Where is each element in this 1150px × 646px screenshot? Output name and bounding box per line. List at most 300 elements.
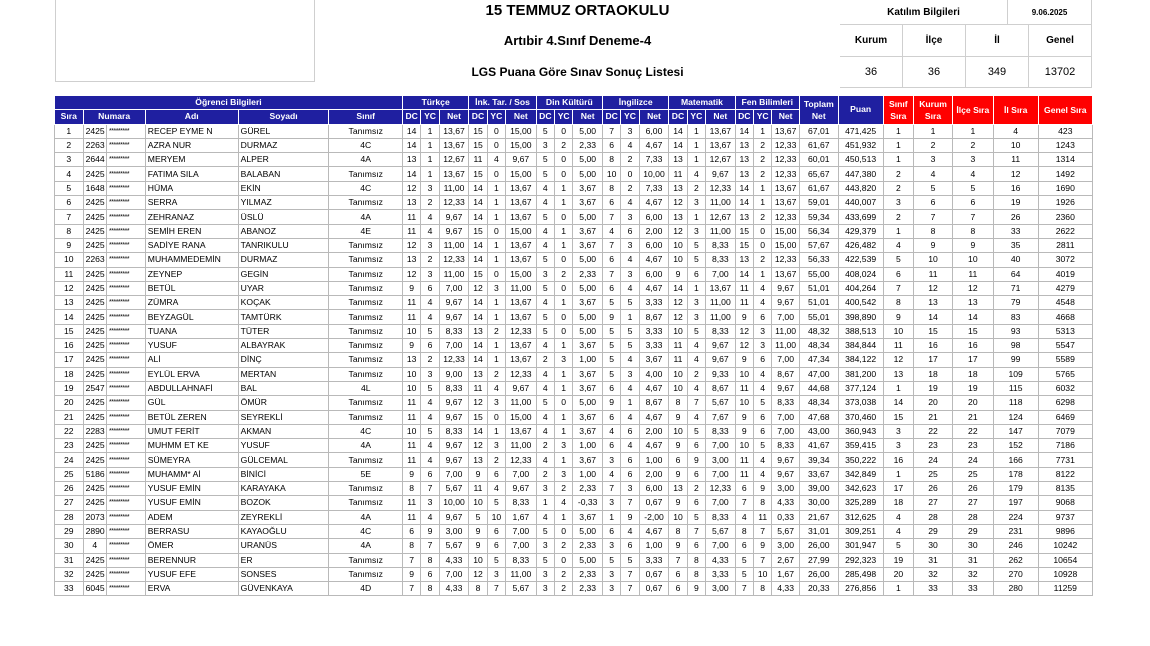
table-cell: 13,67 xyxy=(439,124,469,138)
table-cell: 5 xyxy=(735,553,753,567)
table-cell: 5 xyxy=(753,396,771,410)
table-cell: 1 xyxy=(883,138,914,152)
table-cell: 166 xyxy=(993,453,1038,467)
table-cell: 5 xyxy=(536,396,554,410)
table-cell: 4 xyxy=(536,510,554,524)
table-cell: 6 xyxy=(735,539,753,553)
table-cell: 25 xyxy=(952,467,993,481)
table-cell: 11 xyxy=(403,439,421,453)
table-cell: 10 xyxy=(669,367,687,381)
table-cell: 44,68 xyxy=(799,381,838,395)
table-cell: 15,00 xyxy=(506,267,537,281)
table-cell: 4 xyxy=(753,467,771,481)
table-row xyxy=(55,181,1093,195)
table-cell: 14 xyxy=(469,253,487,267)
table-cell: 4548 xyxy=(1038,296,1092,310)
table-cell: 3 xyxy=(555,353,573,367)
table-cell: 10 xyxy=(469,496,487,510)
table-cell: 11 xyxy=(403,296,421,310)
table-cell: 13,67 xyxy=(506,339,537,353)
table-cell: 12 xyxy=(403,238,421,252)
table-cell: 6,00 xyxy=(639,124,669,138)
table-cell: 1 xyxy=(487,353,505,367)
table-row xyxy=(55,196,1093,210)
table-cell: 6 xyxy=(602,439,620,453)
table-cell: ÖMÜR xyxy=(238,396,329,410)
table-cell: 14 xyxy=(403,138,421,152)
table-cell: 11259 xyxy=(1038,582,1092,596)
label-il: İl xyxy=(966,25,1029,57)
table-cell: Tanımsız xyxy=(329,167,403,181)
table-cell: 47,34 xyxy=(799,353,838,367)
table-cell: 6 xyxy=(621,539,639,553)
table-cell: 10 xyxy=(735,439,753,453)
table-cell: 11 xyxy=(469,482,487,496)
table-cell: 4 xyxy=(621,138,639,152)
table-cell: ********* xyxy=(107,267,146,281)
table-cell: 1 xyxy=(687,281,705,295)
table-cell: 124 xyxy=(993,410,1038,424)
table-cell: 16 xyxy=(952,339,993,353)
table-cell: 3 xyxy=(602,453,620,467)
table-cell: 9737 xyxy=(1038,510,1092,524)
table-cell: 4,33 xyxy=(439,553,469,567)
table-cell: 14 xyxy=(55,310,84,324)
table-cell: 11 xyxy=(403,510,421,524)
table-cell: 13 xyxy=(883,367,914,381)
table-cell: 6 xyxy=(421,567,439,581)
table-cell: 13 xyxy=(735,138,753,152)
table-cell: 1 xyxy=(487,310,505,324)
table-cell: 9 xyxy=(687,453,705,467)
table-cell: 4,33 xyxy=(439,582,469,596)
table-cell: 231 xyxy=(993,524,1038,538)
table-cell: 15,00 xyxy=(506,410,537,424)
table-cell: 47,68 xyxy=(799,410,838,424)
table-cell: 5 xyxy=(602,353,620,367)
table-cell: ********* xyxy=(107,339,146,353)
table-cell: 1 xyxy=(753,267,771,281)
table-cell: 178 xyxy=(993,467,1038,481)
table-cell: 20 xyxy=(952,396,993,410)
table-cell: ********* xyxy=(107,210,146,224)
table-cell: 429,379 xyxy=(838,224,883,238)
table-cell: 7,00 xyxy=(439,567,469,581)
table-cell: 5 xyxy=(536,210,554,224)
table-cell: 9,67 xyxy=(772,467,800,481)
table-cell: 13,67 xyxy=(506,181,537,195)
table-cell: 3072 xyxy=(1038,253,1092,267)
table-cell: 1 xyxy=(555,181,573,195)
table-cell: 14 xyxy=(469,296,487,310)
table-cell: 2 xyxy=(883,210,914,224)
table-cell: 0 xyxy=(555,167,573,181)
table-row xyxy=(55,396,1093,410)
table-cell: 12 xyxy=(403,267,421,281)
table-cell: 11 xyxy=(403,410,421,424)
table-cell: 3 xyxy=(621,124,639,138)
table-cell: 9 xyxy=(469,524,487,538)
table-cell: 2073 xyxy=(83,510,106,524)
table-cell: 9 xyxy=(735,424,753,438)
table-cell: GÜLCEMAL xyxy=(238,453,329,467)
table-cell: 9,67 xyxy=(439,396,469,410)
table-cell: 450,513 xyxy=(838,153,883,167)
table-cell: 1 xyxy=(883,224,914,238)
table-cell: 7,00 xyxy=(706,496,736,510)
table-cell: YUSUF xyxy=(145,339,238,353)
table-cell: 10 xyxy=(735,367,753,381)
header-il-sira: İl Sıra xyxy=(993,96,1038,125)
header-net: Net xyxy=(639,110,669,124)
table-cell: 12,33 xyxy=(772,210,800,224)
table-cell: 4 xyxy=(487,153,505,167)
table-cell: 6 xyxy=(487,524,505,538)
table-cell: 8 xyxy=(952,224,993,238)
table-cell: 10 xyxy=(55,253,84,267)
table-cell: 4 xyxy=(753,453,771,467)
table-cell: 8 xyxy=(421,582,439,596)
table-cell: 3 xyxy=(952,153,993,167)
list-subtitle: LGS Puana Göre Sınav Sonuç Listesi xyxy=(471,65,684,79)
table-cell: 2425 xyxy=(83,396,106,410)
table-cell: 30,00 xyxy=(799,496,838,510)
table-cell: 11 xyxy=(403,224,421,238)
table-cell: 41,67 xyxy=(799,439,838,453)
table-cell: 9 xyxy=(669,410,687,424)
table-cell: 11 xyxy=(403,396,421,410)
table-cell: -2,00 xyxy=(639,510,669,524)
table-cell: 4C xyxy=(329,138,403,152)
table-cell: 11 xyxy=(735,281,753,295)
table-cell: YUSUF EMİN xyxy=(145,496,238,510)
table-cell: 8,67 xyxy=(706,381,736,395)
table-cell: 19 xyxy=(914,381,953,395)
table-cell: 2 xyxy=(421,196,439,210)
table-cell: 9 xyxy=(469,539,487,553)
table-cell: 2 xyxy=(753,167,771,181)
table-cell: 1 xyxy=(555,510,573,524)
table-cell: 1314 xyxy=(1038,153,1092,167)
table-cell: ********* xyxy=(107,453,146,467)
table-cell: 2425 xyxy=(83,453,106,467)
table-row xyxy=(55,482,1093,496)
table-cell: 3 xyxy=(602,582,620,596)
table-cell: 79 xyxy=(993,296,1038,310)
table-cell: 0 xyxy=(555,396,573,410)
table-cell: 3,67 xyxy=(573,381,603,395)
table-cell: 11 xyxy=(469,153,487,167)
table-cell: 9 xyxy=(403,567,421,581)
table-cell: 0 xyxy=(487,410,505,424)
table-cell: 1 xyxy=(883,381,914,395)
table-cell: 0 xyxy=(555,153,573,167)
table-cell: 360,943 xyxy=(838,424,883,438)
participation-date: 9.06.2025 xyxy=(1008,0,1092,25)
table-cell: 16 xyxy=(993,181,1038,195)
table-cell: 9,67 xyxy=(439,296,469,310)
table-cell: 26 xyxy=(55,482,84,496)
table-cell: 18 xyxy=(55,367,84,381)
table-cell: 3 xyxy=(621,267,639,281)
table-cell: 1,00 xyxy=(639,539,669,553)
table-cell: ********* xyxy=(107,567,146,581)
table-cell: 48,34 xyxy=(799,339,838,353)
table-cell: 15 xyxy=(735,238,753,252)
table-cell: 2890 xyxy=(83,524,106,538)
table-cell: 5 xyxy=(487,553,505,567)
table-cell: 10242 xyxy=(1038,539,1092,553)
table-cell: 8,33 xyxy=(706,238,736,252)
table-cell: 10 xyxy=(735,396,753,410)
table-cell: 312,625 xyxy=(838,510,883,524)
table-cell: 10 xyxy=(914,253,953,267)
table-cell: 4 xyxy=(536,238,554,252)
table-cell: 5 xyxy=(536,310,554,324)
table-row xyxy=(55,467,1093,481)
table-cell: 9,67 xyxy=(706,167,736,181)
table-cell: ********* xyxy=(107,439,146,453)
table-cell: 57,67 xyxy=(799,238,838,252)
table-cell: 13,67 xyxy=(506,253,537,267)
table-cell: 17 xyxy=(883,482,914,496)
table-cell: 0 xyxy=(555,253,573,267)
table-cell: 3,67 xyxy=(573,424,603,438)
table-cell: 28 xyxy=(952,510,993,524)
table-cell: ********* xyxy=(107,367,146,381)
table-cell: 6 xyxy=(421,281,439,295)
table-cell: 14 xyxy=(735,196,753,210)
table-cell: 11 xyxy=(993,153,1038,167)
header-soyadi: Soyadı xyxy=(238,110,329,124)
group-student-info: Öğrenci Bilgileri xyxy=(55,96,403,110)
header-sinif-sira: Sınıf Sıra xyxy=(883,96,914,125)
table-cell: 11,00 xyxy=(706,310,736,324)
table-cell: 10928 xyxy=(1038,567,1092,581)
table-cell: 6 xyxy=(602,410,620,424)
table-cell: 4 xyxy=(421,296,439,310)
table-cell: 3,67 xyxy=(573,224,603,238)
table-cell: 2425 xyxy=(83,210,106,224)
table-cell: 4,67 xyxy=(639,410,669,424)
table-cell: 6 xyxy=(403,524,421,538)
table-cell: 9,67 xyxy=(772,381,800,395)
table-cell: 26,00 xyxy=(799,539,838,553)
table-cell: KARAYAKA xyxy=(238,482,329,496)
table-cell: ********* xyxy=(107,424,146,438)
table-cell: 2 xyxy=(555,138,573,152)
table-cell: 1 xyxy=(421,153,439,167)
table-cell: 4 xyxy=(687,410,705,424)
table-cell: 13,67 xyxy=(772,181,800,195)
table-cell: 55,01 xyxy=(799,310,838,324)
table-cell: 3 xyxy=(602,539,620,553)
table-cell: 4 xyxy=(687,381,705,395)
table-cell: 1 xyxy=(555,238,573,252)
table-cell: 7,00 xyxy=(706,539,736,553)
table-cell: 398,890 xyxy=(838,310,883,324)
header-ilce-sira: İlçe Sıra xyxy=(952,96,993,125)
table-cell: 5 xyxy=(621,324,639,338)
table-cell: YUSUF xyxy=(238,439,329,453)
table-cell: 7 xyxy=(602,124,620,138)
table-cell: 1 xyxy=(555,453,573,467)
table-cell: 11 xyxy=(469,381,487,395)
table-cell: 1 xyxy=(555,196,573,210)
table-cell: 4 xyxy=(883,238,914,252)
table-cell: 15 xyxy=(469,410,487,424)
table-cell: 7 xyxy=(487,582,505,596)
table-cell: 10 xyxy=(669,510,687,524)
table-cell: 2 xyxy=(555,567,573,581)
table-cell: 2,00 xyxy=(639,424,669,438)
table-cell: 24 xyxy=(914,453,953,467)
participation-info xyxy=(840,0,1092,88)
table-cell: 9 xyxy=(602,310,620,324)
table-cell: 1 xyxy=(687,138,705,152)
table-cell: 20 xyxy=(883,567,914,581)
table-cell: 12,67 xyxy=(706,210,736,224)
table-cell: 5 xyxy=(687,253,705,267)
table-cell: Tanımsız xyxy=(329,496,403,510)
table-cell: 18 xyxy=(952,367,993,381)
table-cell: 1 xyxy=(487,196,505,210)
table-row xyxy=(55,153,1093,167)
table-cell: 2 xyxy=(753,253,771,267)
table-cell: ********* xyxy=(107,353,146,367)
table-cell: 13 xyxy=(403,196,421,210)
table-cell: 10 xyxy=(753,567,771,581)
table-cell: 9068 xyxy=(1038,496,1092,510)
table-cell: ********* xyxy=(107,467,146,481)
table-cell: 4 xyxy=(621,524,639,538)
table-cell: 3,00 xyxy=(706,582,736,596)
table-cell: 17 xyxy=(55,353,84,367)
table-cell: 7,00 xyxy=(706,267,736,281)
table-cell: 3 xyxy=(487,281,505,295)
table-cell: AKMAN xyxy=(238,424,329,438)
table-cell: BETÜL xyxy=(145,281,238,295)
table-cell: 12,33 xyxy=(772,138,800,152)
table-cell: 6 xyxy=(669,453,687,467)
table-cell: 14 xyxy=(469,181,487,195)
table-cell: 15,00 xyxy=(772,224,800,238)
table-cell: 8 xyxy=(403,482,421,496)
table-cell: 17 xyxy=(952,353,993,367)
table-cell: 8,33 xyxy=(772,396,800,410)
table-cell: 8 xyxy=(669,524,687,538)
table-cell: 11 xyxy=(403,496,421,510)
table-cell: 99 xyxy=(993,353,1038,367)
table-cell: 16 xyxy=(914,339,953,353)
table-cell: 1 xyxy=(487,181,505,195)
table-cell: 3,67 xyxy=(573,453,603,467)
table-cell: 11 xyxy=(403,453,421,467)
table-cell: 5,00 xyxy=(573,396,603,410)
table-cell: 2 xyxy=(621,181,639,195)
table-cell: 21 xyxy=(914,410,953,424)
table-cell: 6,00 xyxy=(639,267,669,281)
table-cell: 7 xyxy=(602,210,620,224)
table-cell: 11,00 xyxy=(439,238,469,252)
table-cell: 6045 xyxy=(83,582,106,596)
table-row xyxy=(55,496,1093,510)
table-cell: 98 xyxy=(993,339,1038,353)
table-cell: 5 xyxy=(602,339,620,353)
table-cell: 4 xyxy=(753,296,771,310)
table-cell: 276,856 xyxy=(838,582,883,596)
table-cell: 3,67 xyxy=(573,367,603,381)
table-cell: 2425 xyxy=(83,281,106,295)
table-cell: 15 xyxy=(469,224,487,238)
table-cell: 7 xyxy=(753,524,771,538)
table-cell: 47,00 xyxy=(799,367,838,381)
table-cell: 9 xyxy=(403,339,421,353)
table-row xyxy=(55,539,1093,553)
table-cell: 3,00 xyxy=(772,539,800,553)
table-cell: 29 xyxy=(952,524,993,538)
table-cell: AZRA NUR xyxy=(145,138,238,152)
table-cell: Tanımsız xyxy=(329,367,403,381)
table-cell: 14 xyxy=(469,210,487,224)
table-cell: BERENNUR xyxy=(145,553,238,567)
table-cell: 6 xyxy=(602,138,620,152)
table-cell: ABDULLAHNAFİ xyxy=(145,381,238,395)
table-cell: 5 xyxy=(621,339,639,353)
table-row xyxy=(55,138,1093,152)
table-cell: 15,00 xyxy=(506,167,537,181)
table-cell: 5 xyxy=(602,553,620,567)
table-cell: 23 xyxy=(952,439,993,453)
table-cell: 471,425 xyxy=(838,124,883,138)
table-cell: 9 xyxy=(669,267,687,281)
table-cell: 5 xyxy=(536,167,554,181)
table-cell: 5 xyxy=(687,324,705,338)
table-cell: 2425 xyxy=(83,224,106,238)
table-cell: 12 xyxy=(669,196,687,210)
header-genel-sira: Genel Sıra xyxy=(1038,96,1092,125)
exam-name: Artıbir 4.Sınıf Deneme-4 xyxy=(503,33,652,48)
group-matematik: Matematik xyxy=(669,96,735,110)
table-cell: 5,00 xyxy=(573,524,603,538)
table-cell: 443,820 xyxy=(838,181,883,195)
table-cell: 3 xyxy=(621,367,639,381)
value-ilce: 36 xyxy=(903,57,966,88)
table-cell: 2425 xyxy=(83,410,106,424)
table-cell: 1 xyxy=(555,424,573,438)
table-cell: 4A xyxy=(329,539,403,553)
table-cell: 1 xyxy=(555,224,573,238)
table-cell: 8,33 xyxy=(706,253,736,267)
group-inkilap: İnk. Tar. / Sos xyxy=(469,96,536,110)
table-cell: 13 xyxy=(669,482,687,496)
table-cell: 11 xyxy=(403,310,421,324)
table-cell: 14 xyxy=(952,310,993,324)
table-cell: 17 xyxy=(914,353,953,367)
table-cell: 13,67 xyxy=(706,138,736,152)
table-cell: 7,67 xyxy=(706,410,736,424)
table-cell: 4D xyxy=(329,582,403,596)
table-cell: 12,33 xyxy=(506,453,537,467)
table-cell: 5 xyxy=(883,539,914,553)
header-dc: DC xyxy=(536,110,554,124)
table-cell: 4 xyxy=(883,510,914,524)
table-cell: 2 xyxy=(883,181,914,195)
table-cell: 7,33 xyxy=(639,153,669,167)
table-cell: 4019 xyxy=(1038,267,1092,281)
table-cell: 4 xyxy=(621,253,639,267)
table-cell: 6 xyxy=(621,467,639,481)
